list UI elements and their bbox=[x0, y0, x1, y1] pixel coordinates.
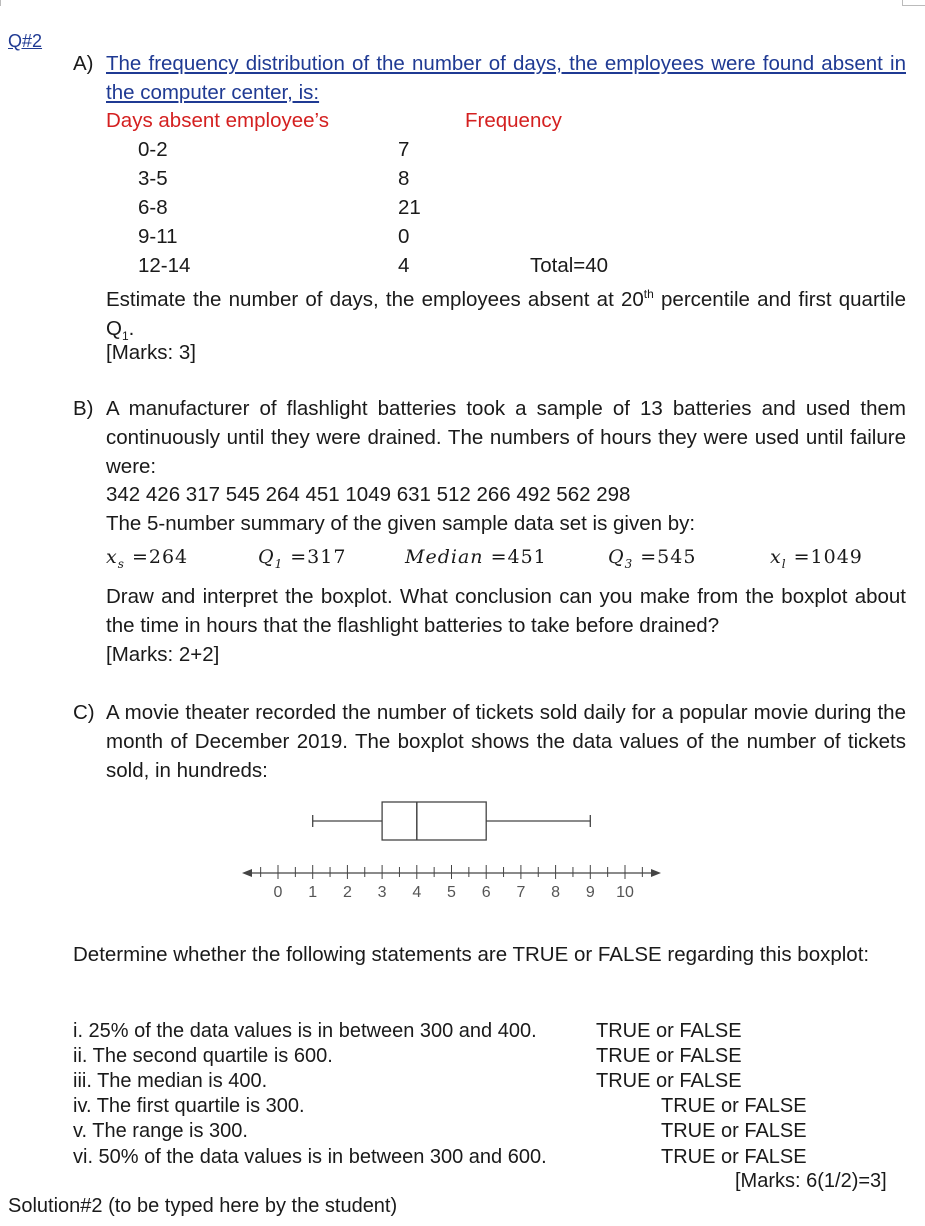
statement-answer: TRUE or FALSE bbox=[596, 1070, 742, 1092]
days-cell: 9-11 bbox=[138, 225, 178, 248]
part-c-letter: C) bbox=[73, 701, 95, 724]
statement-text: vi. 50% of the data values is in between 300 and 600. bbox=[73, 1146, 547, 1168]
total-cell: Total=40 bbox=[530, 254, 609, 277]
freq-cell: 7 bbox=[398, 138, 410, 161]
part-a-question: Estimate the number of days, the employees absent at 20th percentile and first quartile $Q_1$. bbox=[106, 287, 906, 343]
boxplot-box bbox=[382, 802, 486, 840]
part-b-letter: B) bbox=[73, 397, 94, 420]
statement-text: iii. The median is 400. bbox=[73, 1070, 268, 1092]
freq-cell: 8 bbox=[398, 167, 410, 190]
summary-max: $x_l =1049$ bbox=[770, 546, 863, 571]
boxplot-chart bbox=[0, 780, 925, 910]
freq-cell: 4 bbox=[398, 254, 410, 277]
axis-tick-label: 9 bbox=[585, 884, 595, 901]
col-days-header: Days absent employee’s bbox=[106, 109, 329, 132]
part-a-letter: A) bbox=[73, 52, 94, 75]
axis-left-arrow bbox=[242, 869, 252, 877]
days-cell: 6-8 bbox=[138, 196, 168, 219]
axis-right-arrow bbox=[651, 869, 661, 877]
axis-tick-label: 5 bbox=[447, 884, 456, 901]
summary-median: Median =451 bbox=[405, 546, 547, 568]
part-c-intro: A movie theater recorded the number of tickets sold daily for a popular movie during the month of December 2019. The boxplot shows the data values of the number of tickets sold, in hundreds: bbox=[106, 701, 906, 782]
summary-q3: $Q_3 =545$ bbox=[608, 546, 697, 571]
axis-tick-label: 2 bbox=[342, 884, 352, 901]
page-corner-left bbox=[0, 0, 1, 6]
statement-answer: TRUE or FALSE bbox=[661, 1120, 807, 1142]
axis-tick-label: 1 bbox=[308, 884, 318, 901]
part-a-heading: The frequency distribution of the number of days, the employees were found absent in the computer center, is: bbox=[106, 52, 906, 104]
part-b-marks: [Marks: 2+2] bbox=[106, 643, 220, 666]
part-b-summary-intro: The 5-number summary of the given sample data set is given by: bbox=[106, 512, 696, 535]
days-cell: 3-5 bbox=[138, 167, 168, 190]
statement-answer: TRUE or FALSE bbox=[596, 1020, 742, 1042]
axis-tick-label: 6 bbox=[481, 884, 491, 901]
freq-cell: 0 bbox=[398, 225, 410, 248]
part-c-marks: [Marks: 6(1/2)=3] bbox=[735, 1170, 887, 1192]
summary-min: $x_s =264$ bbox=[106, 546, 189, 571]
part-b-data: 342 426 317 545 264 451 1049 631 512 266 492 562 298 bbox=[106, 483, 631, 506]
statement-answer: TRUE or FALSE bbox=[596, 1045, 742, 1067]
summary-q1: $Q_1 =317$ bbox=[258, 546, 347, 571]
axis-tick-label: 10 bbox=[616, 884, 634, 901]
statement-text: i. 25% of the data values is in between 300 and 400. bbox=[73, 1020, 537, 1042]
axis-tick-label: 4 bbox=[412, 884, 422, 901]
part-b-question: Draw and interpret the boxplot. What conclusion can you make from the boxplot about the time in hours that the flashlight batteries to take before drained? bbox=[106, 585, 906, 637]
axis-tick-label: 7 bbox=[516, 884, 526, 901]
axis-tick-label: 8 bbox=[551, 884, 561, 901]
col-frequency-header: Frequency bbox=[465, 109, 562, 132]
statement-text: v. The range is 300. bbox=[73, 1120, 248, 1142]
question-label: Q#2 bbox=[8, 31, 43, 51]
solution-label: Solution#2 (to be typed here by the student) bbox=[8, 1195, 398, 1217]
axis-tick-label: 0 bbox=[273, 884, 283, 901]
part-a-marks: [Marks: 3] bbox=[106, 341, 196, 364]
page-corner-right-h bbox=[902, 5, 925, 6]
statement-text: iv. The first quartile is 300. bbox=[73, 1095, 305, 1117]
statement-answer: TRUE or FALSE bbox=[661, 1095, 807, 1117]
axis-tick-label: 3 bbox=[377, 884, 387, 901]
freq-cell: 21 bbox=[398, 196, 421, 219]
days-cell: 12-14 bbox=[138, 254, 191, 277]
statement-answer: TRUE or FALSE bbox=[661, 1146, 807, 1168]
part-b-intro: A manufacturer of flashlight batteries took a sample of 13 batteries and used them continuously until they were drained. The numbers of hours they were used until failure were: bbox=[106, 397, 906, 478]
part-c-prompt: Determine whether the following statements are TRUE or FALSE regarding this boxplot: bbox=[73, 943, 870, 966]
days-cell: 0-2 bbox=[138, 138, 168, 161]
statement-text: ii. The second quartile is 600. bbox=[73, 1045, 333, 1067]
